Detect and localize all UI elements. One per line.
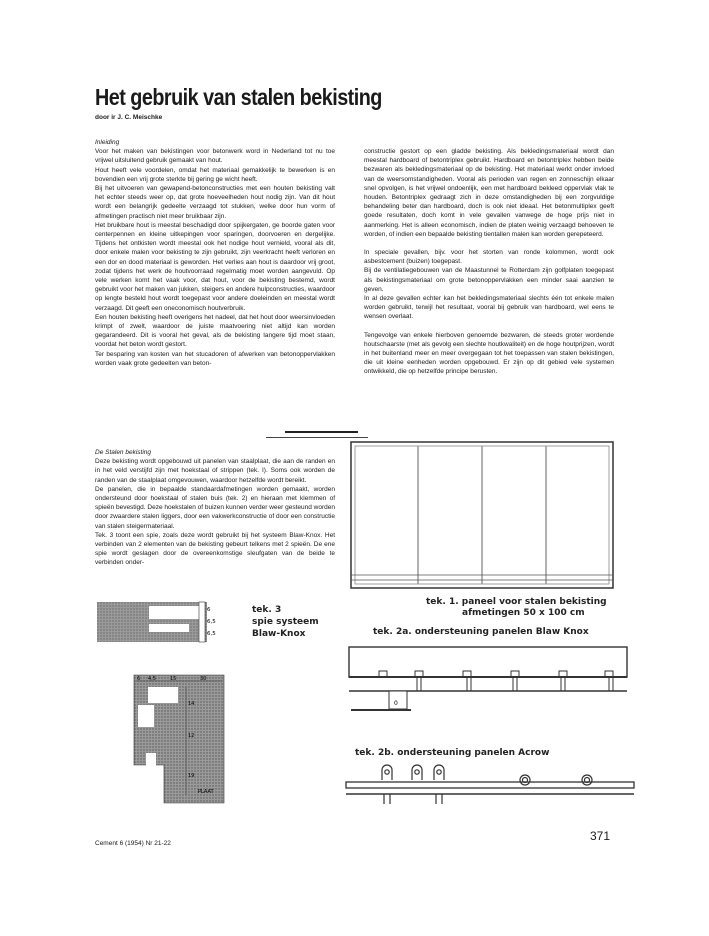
tek3-wedge-drawing — [97, 602, 222, 645]
dimension-label: 6 — [207, 607, 211, 613]
article-author: door ir J. C. Meischke — [95, 114, 163, 121]
tek3-caption — [252, 604, 319, 640]
divider — [266, 437, 368, 438]
tek3-detail-drawing — [128, 665, 238, 815]
tek2b-drawing — [342, 760, 637, 820]
caption-line: tek. 3 — [252, 605, 282, 615]
paragraph: Tek. 3 toont een spie, zoals deze wordt gebruikt bij het systeem Blaw-Knox. Het verbinden van 2 elementen van de bekisting gebeurt telkens met 2 spieën. De ene spie wordt geslagen door de overeenkomstige sleufgaten van de beide te verbinden onder- — [95, 531, 335, 567]
intro-left-column — [95, 138, 335, 368]
dimension-label: 6 — [137, 676, 141, 682]
caption-line: tek. 1. paneel voor stalen bekisting — [426, 597, 607, 607]
paragraph: Ter besparing van kosten van het stucadoren of afwerken van betonoppervlakken worden vaak grote gedeelten van beton- — [95, 350, 335, 367]
dimension-label: 14 — [188, 701, 195, 707]
paragraph: Voor het maken van bekistingen voor betonwerk word in Nederland tot nu toe vrijwel uitsluitend gebruik gemaakt van hout. — [95, 148, 335, 165]
dimension-label: 4,5 — [148, 676, 156, 682]
dimension-label: 30 — [200, 676, 207, 682]
dimension-label: 6,5 — [207, 631, 216, 637]
dimension-label: 6,5 — [207, 619, 216, 625]
tek2a-drawing — [343, 643, 633, 721]
tek1-caption — [426, 597, 607, 619]
paragraph: Bij de ventilatiegebouwen van de Maastunnel te Rotterdam zijn golfplaten toegepast als bekistingsmateriaal om grote betonoppervlakken een minder saai aanzien te geven. — [364, 267, 614, 293]
paragraph: Bij het uitvoeren van gewapend-betonconstructies met een houten bekisting valt het echter steeds weer op, dat grote hoeveelheden hout nodig zijn. Van dit hout wordt een belangrijk gedeelte verzaagd tot stukken, welke door hun vorm of afmetingen practisch niet meer bruikbaar zijn. — [95, 185, 335, 220]
dimension-label: 15 — [170, 676, 177, 682]
paragraph: Deze bekisting wordt opgebouwd uit panelen van staalplaat, die aan de randen en in het veld verstijfd zijn met hoekstaal of strippen (tek. I). Soms ook worden de randen van de staalplaat omgevouwen, waardoor hetzelfde wordt bereikt. — [95, 458, 335, 484]
caption-line: spie systeem — [252, 617, 319, 627]
dimension-label: 19 — [188, 773, 195, 779]
paragraph: De panelen, die in bepaalde standaardafmetingen worden gemaakt, worden ondersteund door hoekstaal of stalen buis (tek. 2) en hieraan met klemmen of spieën bevestigd. Deze hoekstalen of buizen kunnen verder weer gesteund worden door zwaardere stalen liggers, door een vakwerkconstructie of door een constructie van stalen steigermateriaal. — [95, 485, 335, 530]
intro-right-column — [364, 147, 614, 377]
section-heading-stalen: De Stalen bekisting — [95, 449, 152, 456]
tek2a-caption: tek. 2a. ondersteuning panelen Blaw Knox — [373, 627, 589, 637]
citation-footer: Cement 6 (1954) Nr 21-22 — [95, 840, 171, 847]
caption-line: Blaw-Knox — [252, 629, 306, 639]
section-heading-inleiding: Inleiding — [95, 139, 120, 146]
page-number: 371 — [590, 829, 611, 843]
stalen-column — [95, 448, 335, 568]
dimension-label: PLAAT — [198, 789, 214, 795]
dimension-label: 12 — [188, 733, 195, 739]
paragraph: Een houten bekisting heeft overigens het nadeel, dat het hout door weersinvloeden krimpt of zwelt, waardoor de juiste maatvoering niet altijd kan worden gegarandeerd. Dit is vooral het geval, als de bekisting langere tijd moet staan, voordat het beton wordt gestort. — [95, 313, 335, 349]
paragraph: In al deze gevallen echter kan het bekledingsmateriaal slechts één tot enkele malen worden gebruikt, terwijl het resultaat, vooral bij gebruik van hardboard, wel eens te wensen overlaat. — [364, 295, 614, 321]
paragraph: Hout heeft vele voordelen, omdat het materiaal gemakkelijk te bewerken is en bovendien een vrij grote sterkte bij gering ge wicht heeft. — [95, 166, 335, 183]
divider — [285, 431, 358, 433]
article-title: Het gebruik van stalen bekisting — [95, 84, 382, 110]
paragraph: Tengevolge van enkele hierboven genoemde bezwaren, de steeds groter wordende houtschaarste (met als gevolg een slechte houtkwaliteit) en de hoge houtprijzen, wordt in het buitenland meer en meer overgegaan tot het toepassen van stalen bekistingen, die uit kleine eenheden worden opgebouwd. Er zijn op dit gebied vele systemen ontwikkeld, die op hetzelfde principe berusten. — [364, 331, 614, 376]
paragraph: constructie gestort op een gladde bekisting. Als bekledingsmateriaal wordt dan meestal hardboard of betontriplex gebruikt. Hardboard en betontriplex hebben beide bezwaren als bekledingsmateriaal op de bekisting. Het materiaal werkt onder invloed van de weersomstandigheden. Vooral als perioden van regen en zonneschijn elkaar snel opvolgen, is het vrijwel ondoenlijk, een met hardboard bekleed oppervlak vlak te houden. Betontriplex gedraagt zich in deze omstandigheden bij een zorgvuldige behandeling beter dan hardboard, doch is ook niet ideaal. Het betonmultiplex geeft goede resultaten, doch komt in vele gevallen vanwege de hoge prijs niet in aanmerking. Het is alleen economisch, indien de platen weinig verzaagd behoeven te worden, of indien een bepaalde bekisting tientallen malen kan worden gerepeteerd. — [364, 148, 614, 238]
paragraph: Het bruikbare hout is meestal beschadigd door spijkergaten, ge boorde gaten voor centerpennen en kleine uitkepingen voor sparingen, doorvoeren en dergelijke. Tijdens het ontkisten wordt meestal ook het nodige hout vernield, vooral als dit, door enkele malen voor bekisting te zijn gebruikt, zijn veerkracht heeft verloren en een dor en dood materiaal is geworden. Het verlies aan hout is daardoor vrij groot, zodat tijdens het werk de houtvoorraad regelmatig moet worden aangevuld. Op vele werken komt het vaak voor, dat hout, voor de bekisting bestemd, wordt gebruikt voor het maken van jukken, steigers en andere hulpconstructies, waardoor op lengte besteld hout wordt toegepast voor andere doeleinden en meestal wordt verzaagd. Dit geeft een oneconomisch houtverbruik. — [95, 221, 335, 312]
dimension-label: 0 — [394, 700, 398, 707]
tek1-panel-drawing — [348, 439, 618, 599]
tek2b-caption: tek. 2b. ondersteuning panelen Acrow — [355, 748, 550, 758]
paragraph: In speciale gevallen, bijv. voor het storten van ronde kolommen, wordt ook asbestcement (buizen) toegepast. — [364, 249, 614, 266]
caption-line: afmetingen 50 x 100 cm — [462, 608, 585, 618]
